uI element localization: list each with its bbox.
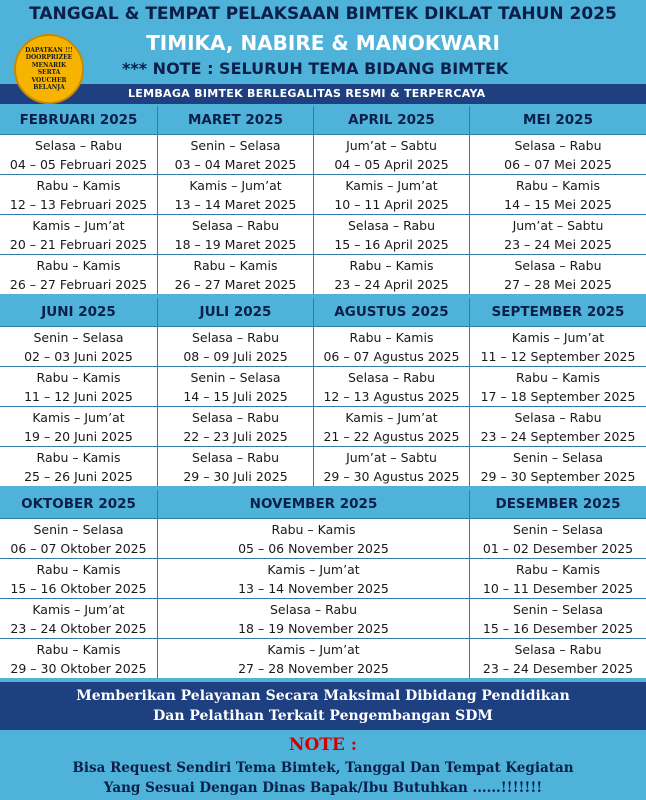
badge-line: SERTA VOUCHER (31, 69, 67, 84)
schedule-dates: 06 – 07 Agustus 2025 (323, 348, 460, 364)
schedule-cell (314, 407, 469, 446)
schedule-dates: 03 – 04 Maret 2025 (174, 156, 297, 172)
month-header: AGUSTUS 2025 (314, 298, 469, 326)
schedule-days: Selasa – Rabu (191, 449, 280, 465)
schedule-dates: 12 – 13 Februari 2025 (9, 196, 148, 212)
schedule-days: Kamis – Jum’at (267, 641, 360, 657)
schedule-cell (158, 599, 469, 638)
schedule-days: Senin – Selasa (512, 601, 604, 617)
schedule-days: Senin – Selasa (190, 369, 281, 385)
request-note (0, 730, 646, 800)
header (0, 0, 646, 84)
schedule-dates: 13 – 14 Maret 2025 (174, 196, 297, 212)
footer-line: Dan Pelatihan Terkait Pengembangan SDM (153, 708, 493, 724)
schedule-cell (470, 599, 646, 638)
schedule-cell (470, 407, 646, 446)
schedule-cell (0, 519, 157, 558)
schedule-dates: 23 – 24 Desember 2025 (482, 660, 634, 676)
schedule-days: Selasa – Rabu (191, 217, 280, 233)
schedule-days: Selasa – Rabu (514, 137, 602, 153)
schedule-days: Senin – Selasa (512, 449, 604, 465)
schedule-cell (470, 519, 646, 558)
schedule-days: Kamis – Jum’at (511, 329, 605, 345)
schedule-grid-q1 (0, 106, 646, 294)
schedule-days: Rabu – Kamis (36, 561, 121, 577)
schedule-cell (470, 367, 646, 406)
schedule-cell (314, 447, 469, 486)
schedule-dates: 15 – 16 April 2025 (334, 236, 449, 252)
schedule-dates: 25 – 26 Juni 2025 (24, 468, 133, 484)
schedule-dates: 29 – 30 Juli 2025 (183, 468, 288, 484)
schedule-cell (314, 215, 469, 254)
schedule-dates: 05 – 06 November 2025 (238, 540, 389, 556)
badge-line: DOORPRIZEE (25, 54, 73, 61)
schedule-dates: 18 – 19 Maret 2025 (174, 236, 297, 252)
schedule-cell (0, 599, 157, 638)
theme-note: *** NOTE : SELURUH TEMA BIDANG BIMTEK (122, 59, 509, 78)
schedule-days: Jum’at – Sabtu (346, 449, 437, 465)
schedule-cell (314, 327, 469, 366)
schedule-dates: 11 – 12 Juni 2025 (24, 388, 133, 404)
schedule-dates: 27 – 28 Mei 2025 (504, 276, 612, 292)
schedule-dates: 21 – 22 Agustus 2025 (323, 428, 460, 444)
schedule-days: Kamis – Jum’at (189, 177, 282, 193)
schedule-days: Rabu – Kamis (516, 177, 600, 193)
month-header: MARET 2025 (158, 106, 313, 134)
schedule-dates: 06 – 07 Mei 2025 (504, 156, 612, 172)
schedule-cell (158, 327, 313, 366)
schedule-days: Rabu – Kamis (349, 329, 434, 345)
schedule-days: Selasa – Rabu (514, 409, 602, 425)
doorprize-badge (14, 34, 84, 104)
schedule-cell (470, 175, 646, 214)
note-label: NOTE : (288, 735, 358, 755)
schedule-days: Rabu – Kamis (271, 521, 356, 537)
legality-strip: LEMBAGA BIMTEK BERLEGALITAS RESMI & TERPERCAYA (0, 84, 646, 104)
schedule-dates: 08 – 09 Juli 2025 (183, 348, 288, 364)
badge-line: BELANJA (33, 84, 65, 91)
schedule-days: Jum’at – Sabtu (512, 217, 604, 233)
note-line: Yang Sesuai Dengan Dinas Bapak/Ibu Butuhkan ......!!!!!!! (103, 780, 543, 796)
schedule-dates: 11 – 12 September 2025 (480, 348, 636, 364)
schedule-dates: 18 – 19 November 2025 (238, 620, 389, 636)
schedule-dates: 27 – 28 November 2025 (238, 660, 389, 676)
schedule-cell (470, 327, 646, 366)
schedule-dates: 23 – 24 September 2025 (480, 428, 636, 444)
schedule-days: Rabu – Kamis (36, 177, 121, 193)
month-header: JUNI 2025 (0, 298, 157, 326)
schedule-cell (0, 447, 157, 486)
schedule-dates: 15 – 16 Oktober 2025 (10, 580, 147, 596)
schedule-dates: 04 – 05 April 2025 (334, 156, 449, 172)
schedule-cell (158, 175, 313, 214)
schedule-cell (158, 215, 313, 254)
schedule-dates: 01 – 02 Desember 2025 (482, 540, 634, 556)
schedule-days: Kamis – Jum’at (267, 561, 360, 577)
schedule-dates: 23 – 24 Mei 2025 (504, 236, 612, 252)
schedule-dates: 13 – 14 November 2025 (238, 580, 389, 596)
badge-line: MENARIK (31, 61, 67, 69)
month-header: APRIL 2025 (314, 106, 469, 134)
schedule-cell (158, 407, 313, 446)
schedule-days: Rabu – Kamis (516, 369, 600, 385)
schedule-dates: 22 – 23 Juli 2025 (183, 428, 288, 444)
schedule-cell (314, 255, 469, 294)
schedule-cell (0, 407, 157, 446)
page-title: TANGGAL & TEMPAT PELAKSAAN BIMTEK DIKLAT TAHUN 2025 (29, 4, 617, 24)
schedule-dates: 29 – 30 September 2025 (480, 468, 636, 484)
schedule-dates: 04 – 05 Februari 2025 (9, 156, 148, 172)
schedule-cell (470, 135, 646, 174)
schedule-days: Senin – Selasa (190, 137, 281, 153)
schedule-cell (470, 559, 646, 598)
schedule-cell (158, 559, 469, 598)
schedule-dates: 15 – 16 Desember 2025 (482, 620, 634, 636)
schedule-cell (158, 447, 313, 486)
schedule-days: Selasa – Rabu (347, 369, 436, 385)
schedule-cell (0, 559, 157, 598)
schedule-dates: 02 – 03 Juni 2025 (24, 348, 133, 364)
schedule-dates: 12 – 13 Agustus 2025 (323, 388, 460, 404)
schedule-cell (470, 639, 646, 678)
schedule-cell (158, 519, 469, 558)
schedule-dates: 20 – 21 Februari 2025 (9, 236, 148, 252)
schedule-dates: 26 – 27 Maret 2025 (174, 276, 297, 292)
schedule-days: Rabu – Kamis (36, 449, 121, 465)
schedule-cell (0, 367, 157, 406)
schedule-days: Selasa – Rabu (191, 409, 280, 425)
schedule-days: Kamis – Jum’at (345, 177, 438, 193)
schedule-cell (0, 327, 157, 366)
schedule-days: Selasa – Rabu (514, 641, 602, 657)
cities-title: TIMIKA, NABIRE & MANOKWARI (146, 31, 500, 55)
footer-banner (0, 682, 646, 730)
schedule-days: Selasa – Rabu (34, 137, 123, 153)
schedule-days: Selasa – Rabu (514, 257, 602, 273)
schedule-days: Rabu – Kamis (36, 257, 121, 273)
schedule-days: Kamis – Jum’at (32, 409, 125, 425)
schedule-dates: 14 – 15 Juli 2025 (183, 388, 288, 404)
schedule-dates: 17 – 18 September 2025 (480, 388, 636, 404)
schedule-dates: 29 – 30 Oktober 2025 (10, 660, 147, 676)
schedule-cell (158, 135, 313, 174)
schedule-cell (0, 215, 157, 254)
badge-line: DAPATKAN !!! (25, 46, 73, 54)
schedule-cell (0, 255, 157, 294)
note-line: Bisa Request Sendiri Tema Bimtek, Tanggal Dan Tempat Kegiatan (72, 760, 574, 776)
schedule-days: Rabu – Kamis (193, 257, 278, 273)
schedule-days: Rabu – Kamis (349, 257, 434, 273)
schedule-days: Senin – Selasa (33, 521, 124, 537)
schedule-cell (470, 447, 646, 486)
schedule-cell (314, 175, 469, 214)
schedule-dates: 23 – 24 April 2025 (334, 276, 449, 292)
month-header: OKTOBER 2025 (0, 490, 157, 518)
footer-line: Memberikan Pelayanan Secara Maksimal Dibidang Pendidikan (76, 688, 570, 704)
schedule-dates: 19 – 20 Juni 2025 (24, 428, 133, 444)
schedule-cell (314, 135, 469, 174)
schedule-cell (0, 135, 157, 174)
schedule-days: Selasa – Rabu (269, 601, 358, 617)
month-header: NOVEMBER 2025 (158, 490, 469, 518)
schedule-cell (158, 367, 313, 406)
month-header: JULI 2025 (158, 298, 313, 326)
schedule-dates: 14 – 15 Mei 2025 (504, 196, 612, 212)
schedule-dates: 06 – 07 Oktober 2025 (10, 540, 147, 556)
schedule-dates: 10 – 11 Desember 2025 (482, 580, 634, 596)
month-header: SEPTEMBER 2025 (470, 298, 646, 326)
schedule-days: Kamis – Jum’at (345, 409, 438, 425)
schedule-days: Senin – Selasa (33, 329, 124, 345)
schedule-dates: 26 – 27 Februari 2025 (9, 276, 148, 292)
schedule-cell (0, 639, 157, 678)
schedule-grid-q2 (0, 298, 646, 486)
schedule-dates: 23 – 24 Oktober 2025 (10, 620, 147, 636)
schedule-cell (158, 255, 313, 294)
schedule-cell (0, 175, 157, 214)
schedule-cell (470, 255, 646, 294)
schedule-cell (314, 367, 469, 406)
schedule-cell (470, 215, 646, 254)
schedule-days: Rabu – Kamis (516, 561, 600, 577)
month-header: DESEMBER 2025 (470, 490, 646, 518)
schedule-days: Senin – Selasa (512, 521, 604, 537)
month-header: MEI 2025 (470, 106, 646, 134)
schedule-days: Jum’at – Sabtu (346, 137, 437, 153)
schedule-days: Selasa – Rabu (191, 329, 280, 345)
schedule-days: Kamis – Jum’at (32, 217, 125, 233)
schedule-days: Rabu – Kamis (36, 641, 121, 657)
schedule-dates: 10 – 11 April 2025 (334, 196, 449, 212)
schedule-grid-q3 (0, 490, 646, 678)
schedule-days: Rabu – Kamis (36, 369, 121, 385)
schedule-days: Selasa – Rabu (347, 217, 436, 233)
month-header: FEBRUARI 2025 (0, 106, 157, 134)
schedule-dates: 29 – 30 Agustus 2025 (323, 468, 460, 484)
schedule-days: Kamis – Jum’at (32, 601, 125, 617)
schedule-cell (158, 639, 469, 678)
